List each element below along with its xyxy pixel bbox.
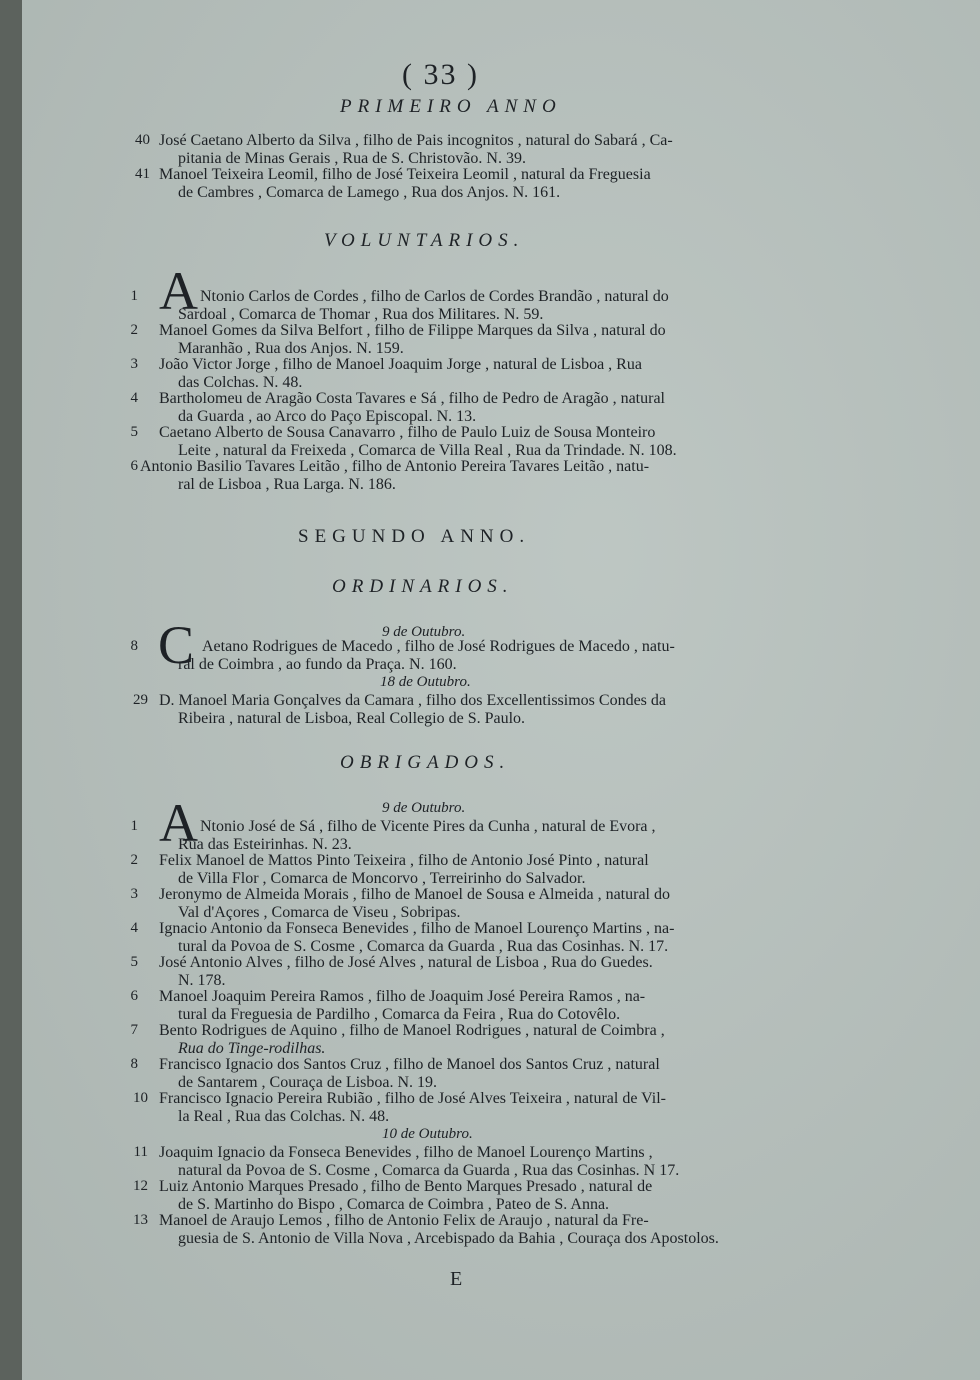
primeiro-anno-heading: PRIMEIRO ANNO (340, 96, 562, 117)
entry-line: da Guarda , ao Arco do Paço Episcopal. N. 13. (178, 408, 477, 425)
entry-line: José Antonio Alves , filho de José Alves , natural de Lisboa , Rua do Guedes. (159, 954, 653, 971)
entry-number: 8 (130, 638, 138, 654)
entry-line: Ntonio José de Sá , filho de Vicente Pires da Cunha , natural de Evora , (200, 818, 656, 835)
entry-line: Manoel de Araujo Lemos , filho de Antonio Felix de Araujo , natural da Fre- (159, 1212, 649, 1229)
entry-number: 7 (130, 1022, 138, 1038)
entry-line: natural da Povoa de S. Cosme , Comarca da Guarda , Rua das Cosinhas. N 17. (178, 1162, 680, 1179)
entry-number: 29 (133, 692, 148, 708)
drop-cap: A (159, 793, 198, 853)
entry-number: 11 (133, 1144, 148, 1160)
entry-number: 5 (130, 424, 138, 440)
entry-line: João Victor Jorge , filho de Manoel Joaquim Jorge , natural de Lisboa , Rua (159, 356, 642, 373)
entry-line: ral de Lisboa , Rua Larga. N. 186. (178, 476, 396, 493)
catchword: E (450, 1268, 463, 1290)
book-spine (0, 0, 24, 1380)
entry-line: Manoel Teixeira Leomil, filho de José Teixeira Leomil , natural da Freguesia (159, 166, 651, 183)
entry-line: Aetano Rodrigues de Macedo , filho de José Rodrigues de Macedo , natu- (202, 638, 675, 655)
entry-line: Francisco Ignacio dos Santos Cruz , filho de Manoel dos Santos Cruz , natural (159, 1056, 660, 1073)
entry-number: 4 (130, 920, 138, 936)
entry-line: de Cambres , Comarca de Lamego , Rua dos Anjos. N. 161. (178, 184, 561, 201)
obrigados-heading: OBRIGADOS. (340, 752, 511, 773)
entry-line: Bento Rodrigues de Aquino , filho de Manoel Rodrigues , natural de Coimbra , (159, 1022, 665, 1039)
entry-line: Jeronymo de Almeida Morais , filho de Manoel de Sousa e Almeida , natural do (159, 886, 670, 903)
entry-line: Antonio Basilio Tavares Leitão , filho de Antonio Pereira Tavares Leitão , natu- (140, 458, 650, 475)
entry-line: Leite , natural da Freixeda , Comarca de Villa Real , Rua da Trindade. N. 108. (178, 442, 677, 459)
date-label: 9 de Outubro. (382, 624, 466, 640)
date-label: 10 de Outubro. (382, 1126, 473, 1142)
entry-line: tural da Povoa de S. Cosme , Comarca da Guarda , Rua das Cosinhas. N. 17. (178, 938, 669, 955)
entry-number: 10 (133, 1090, 148, 1106)
entry-number: 41 (135, 166, 150, 182)
entry-line: Val d'Açores , Comarca de Viseu , Sobripas. (178, 904, 461, 921)
entry-line: Caetano Alberto de Sousa Canavarro , filho de Paulo Luiz de Sousa Monteiro (159, 424, 656, 441)
entry-line: guesia de S. Antonio de Villa Nova , Arcebispado da Bahia , Couraça dos Apostolos. (178, 1230, 719, 1247)
entry-line: de Santarem , Couraça de Lisboa. N. 19. (178, 1074, 438, 1091)
entry-line: D. Manoel Maria Gonçalves da Camara , filho dos Excellentissimos Condes da (159, 692, 666, 709)
date-label: 18 de Outubro. (380, 674, 471, 690)
entry-line: N. 178. (178, 972, 226, 989)
entry-line: Manoel Gomes da Silva Belfort , filho de Filippe Marques da Silva , natural do (159, 322, 666, 339)
entry-line: de Villa Flor , Comarca de Moncorvo , Terreirinho do Salvador. (178, 870, 586, 887)
entry-line: Ntonio Carlos de Cordes , filho de Carlos de Cordes Brandão , natural do (200, 288, 669, 305)
entry-line: Ignacio Antonio da Fonseca Benevides , filho de Manoel Lourenço Martins , na- (159, 920, 675, 937)
entry-number: 6 (130, 458, 138, 474)
entry-number: 2 (130, 322, 138, 338)
drop-cap: A (159, 261, 198, 321)
entry-number: 5 (130, 954, 138, 970)
entry-number: 8 (130, 1056, 138, 1072)
entry-line: Manoel Joaquim Pereira Ramos , filho de Joaquim José Pereira Ramos , na- (159, 988, 646, 1005)
document-page (22, 0, 980, 1380)
entry-line: José Caetano Alberto da Silva , filho de Pais incognitos , natural do Sabará , Ca- (159, 132, 673, 149)
entry-number: 13 (133, 1212, 148, 1228)
entry-line: de S. Martinho do Bispo , Comarca de Coimbra , Pateo de S. Anna. (178, 1196, 610, 1213)
entry-number: 2 (130, 852, 138, 868)
entry-number: 4 (130, 390, 138, 406)
entry-line: Bartholomeu de Aragão Costa Tavares e Sá , filho de Pedro de Aragão , natural (159, 390, 665, 407)
entry-line: pitania de Minas Gerais , Rua de S. Christovão. N. 39. (178, 150, 526, 167)
entry-number: 1 (130, 288, 138, 304)
page-number: ( 33 ) (402, 58, 479, 91)
entry-number: 3 (130, 356, 138, 372)
entry-number: 12 (133, 1178, 148, 1194)
entry-line: Maranhão , Rua dos Anjos. N. 159. (178, 340, 404, 357)
entry-number: 40 (135, 132, 150, 148)
entry-line: ral de Coimbra , ao fundo da Praça. N. 160. (178, 656, 457, 673)
date-label: 9 de Outubro. (382, 800, 466, 816)
entry-line: Sardoal , Comarca de Thomar , Rua dos Militares. N. 59. (178, 306, 544, 323)
voluntarios-heading: VOLUNTARIOS. (324, 230, 525, 251)
entry-line: Rua do Tinge-rodilhas. (178, 1040, 326, 1057)
entry-number: 1 (130, 818, 138, 834)
drop-cap: C (158, 615, 195, 675)
segundo-anno-heading: SEGUNDO ANNO. (298, 526, 531, 547)
entry-line: Felix Manoel de Mattos Pinto Teixeira , filho de Antonio José Pinto , natural (159, 852, 649, 869)
entry-line: Luiz Antonio Marques Presado , filho de Bento Marques Presado , natural de (159, 1178, 653, 1195)
entry-number: 3 (130, 886, 138, 902)
ordinarios-heading: ORDINARIOS. (332, 576, 514, 597)
entry-line: Rua das Esteirinhas. N. 23. (178, 836, 352, 853)
entry-line: tural da Freguesia de Pardilho , Comarca da Feira , Rua do Cotovêlo. (178, 1006, 621, 1023)
entry-line: Joaquim Ignacio da Fonseca Benevides , filho de Manoel Lourenço Martins , (159, 1144, 653, 1161)
entry-line: Francisco Ignacio Pereira Rubião , filho de José Alves Teixeira , natural de Vil- (159, 1090, 666, 1107)
entry-line: la Real , Rua das Colchas. N. 48. (178, 1108, 390, 1125)
entry-number: 6 (130, 988, 138, 1004)
entry-line: Ribeira , natural de Lisboa, Real Collegio de S. Paulo. (178, 710, 526, 727)
entry-line: das Colchas. N. 48. (178, 374, 303, 391)
